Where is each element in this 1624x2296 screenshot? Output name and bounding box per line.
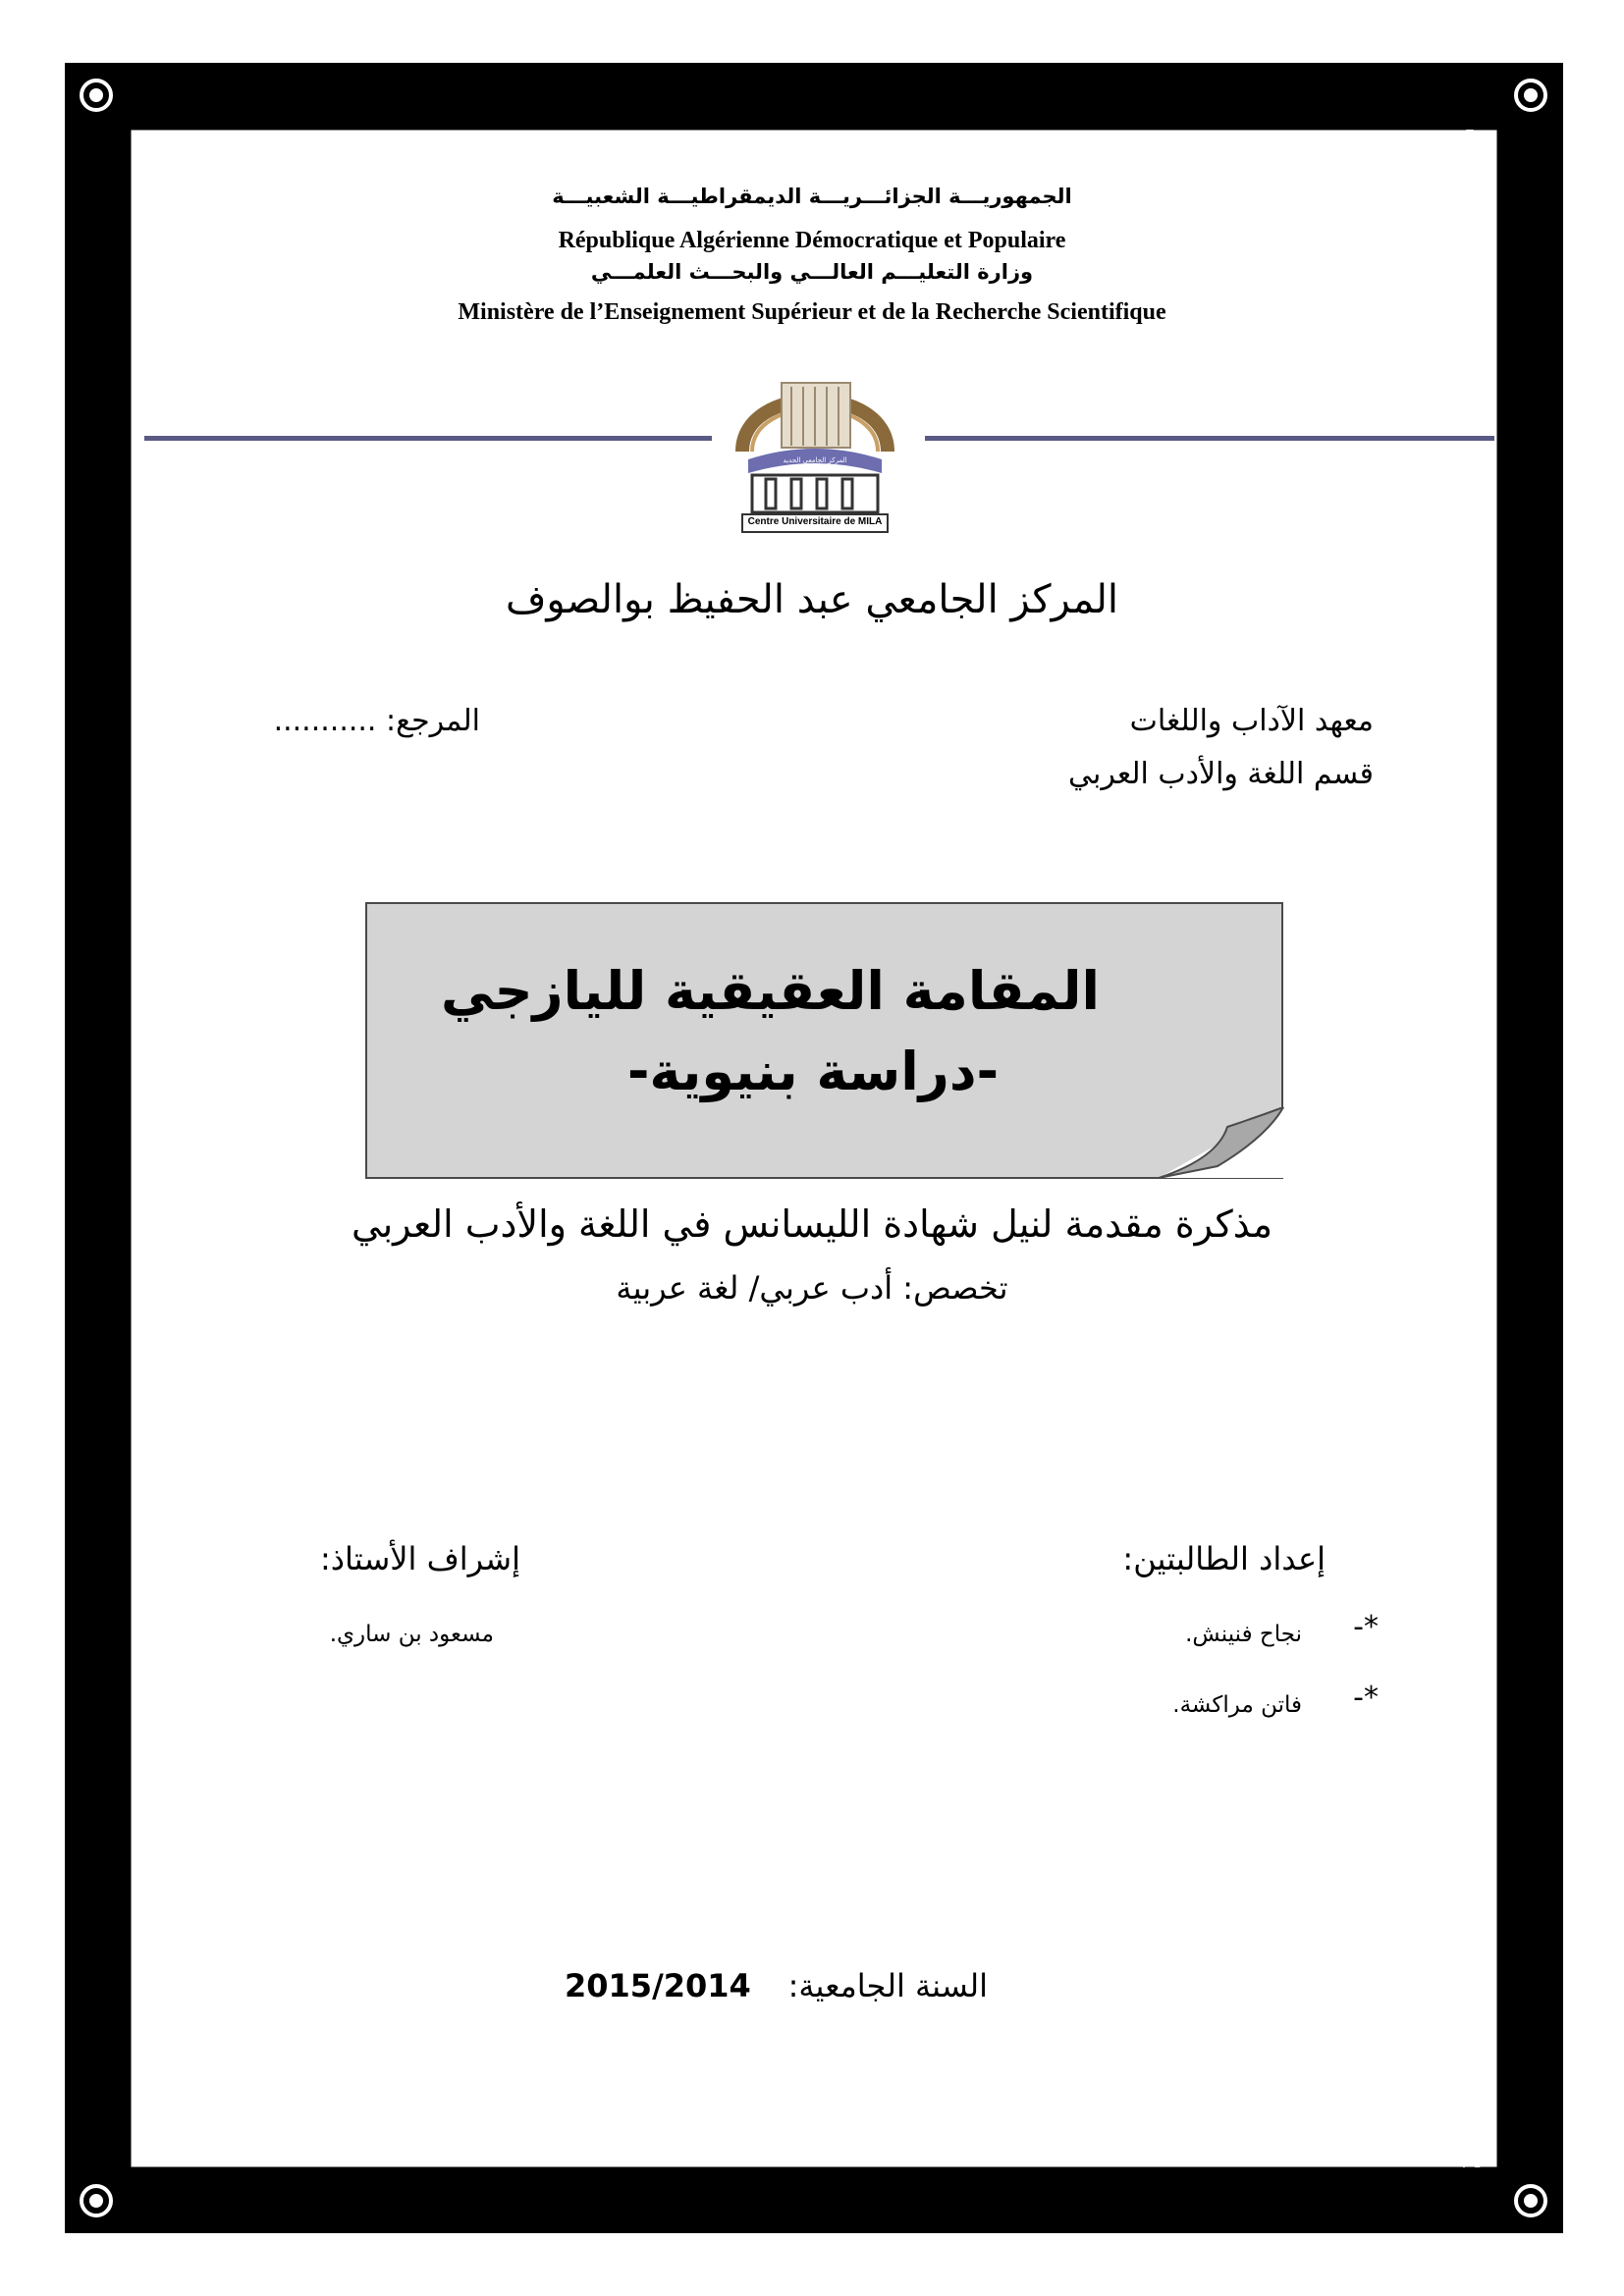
logo-arabic-caption: المركز الجامعي الجديد xyxy=(783,456,847,464)
ministry-french: Ministère de l’Enseignement Supérieur et de la Recherche Scientifique xyxy=(458,299,1166,325)
header-divider-left xyxy=(144,436,712,441)
page-curl-corner xyxy=(1159,1107,1288,1186)
supervisor-heading: إشراف الأستاذ: xyxy=(320,1540,520,1577)
university-logo xyxy=(729,344,901,540)
student-name: فاتن مراكشة. xyxy=(1172,1692,1302,1718)
thesis-description: مذكرة مقدمة لنيل شهادة الليسانس في اللغة والأدب العربي xyxy=(351,1202,1273,1246)
thesis-specialty: تخصص: أدب عربي/ لغة عربية xyxy=(616,1269,1008,1307)
academic-year-value: 2015/2014 xyxy=(565,1967,751,2004)
students-heading: إعداد الطالبتين: xyxy=(1122,1540,1326,1577)
student-name: نجاح فنينش. xyxy=(1185,1622,1302,1647)
thesis-title: المقامة العقيقية لليازجي xyxy=(440,960,1100,1022)
university-center-name: المركز الجامعي عبد الحفيظ بوالصوف xyxy=(505,577,1119,622)
supervisor-name: مسعود بن ساري. xyxy=(329,1622,494,1647)
department-name: قسم اللغة والأدب العربي xyxy=(1067,757,1374,791)
ministry-arabic: وزارة التعليـــم العالـــي والبحـــث العلمـــي xyxy=(590,260,1034,284)
thesis-subtitle: -دراسة بنيوية- xyxy=(626,1041,999,1102)
academic-year-label: السنة الجامعية: xyxy=(787,1967,988,2004)
student-bullet: *- xyxy=(1353,1610,1379,1644)
thesis-title-box xyxy=(365,902,1283,1179)
republic-arabic: الجمهوريـــة الجزائـــريـــة الديمقراطيـــة الشعبيـــة xyxy=(552,185,1072,208)
reference-field: المرجع: ........... xyxy=(273,704,480,738)
logo-caption: Centre Universitaire de MILA xyxy=(747,516,883,527)
student-bullet: *- xyxy=(1353,1681,1379,1715)
institute-name: معهد الآداب واللغات xyxy=(1129,704,1374,738)
republic-french: République Algérienne Démocratique et Populaire xyxy=(558,228,1066,253)
header-divider-right xyxy=(925,436,1494,441)
